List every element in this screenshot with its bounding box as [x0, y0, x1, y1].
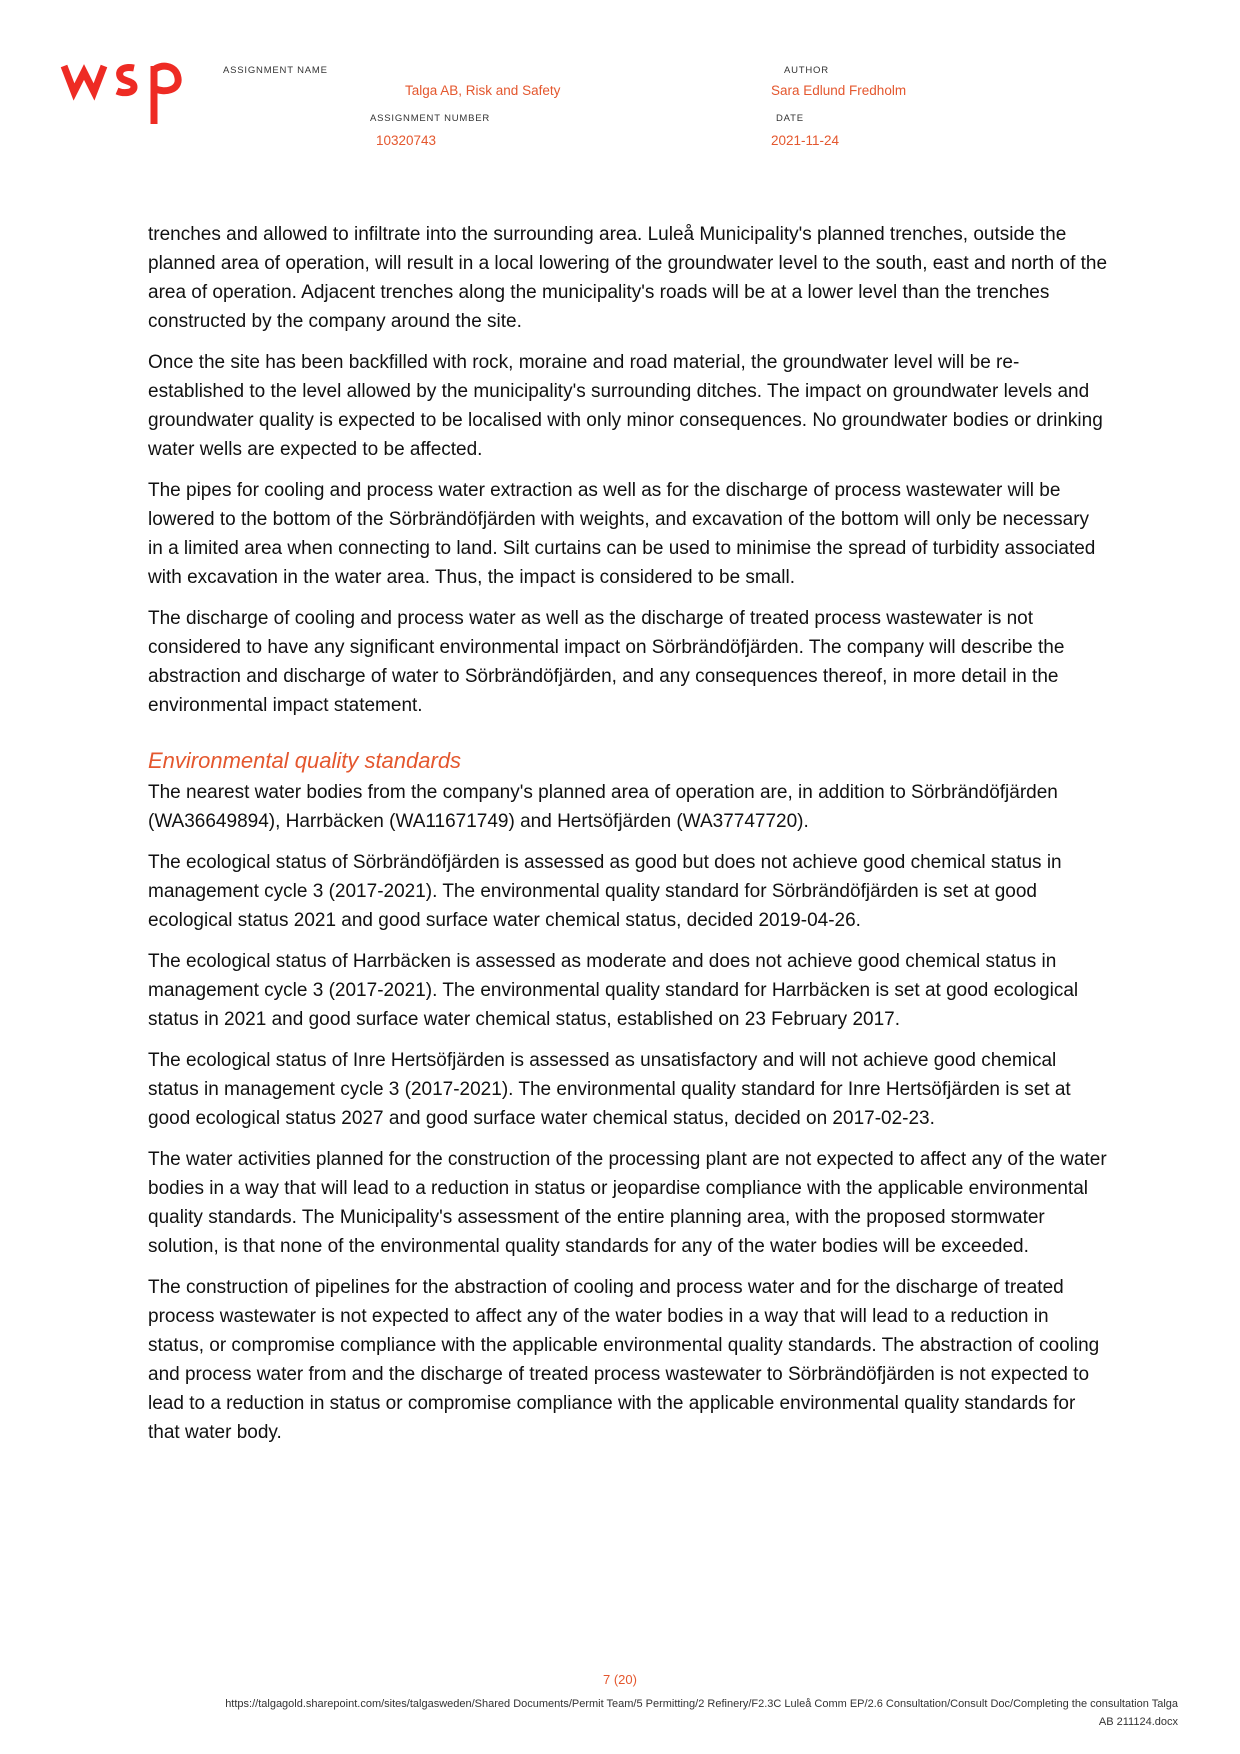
assignment-number-label: ASSIGNMENT NUMBER [370, 113, 491, 124]
paragraph: trenches and allowed to infiltrate into the surrounding area. Luleå Municipality's planned trenches, outside the planned area of operation, will result in a local lowering of the groundwater level to the south, east and north of the area of operation. Adjacent trenches along the municipality's roads will be at a lower level than the trenches constructed by the company around the site. [148, 224, 1108, 332]
assignment-number-value: 10320743 [376, 133, 437, 148]
page-number: 7 (20) [603, 1672, 637, 1687]
paragraph: The pipes for cooling and process water extraction as well as for the discharge of process wastewater will be lowered to the bottom of the Sörbrändöfjärden with weights, and excavation of the bottom will only be necessary in a limited area when connecting to land. Silt curtains can be used to minimise the spread of turbidity associated with excavation in the water area. Thus, the impact is considered to be small. [148, 480, 1096, 588]
author-value: Sara Edlund Fredholm [771, 83, 907, 98]
paragraph: The construction of pipelines for the abstraction of cooling and process water and for the discharge of treated process wastewater is not expected to affect any of the water bodies in a way that will lead to a reduction in status, or compromise compliance with the applicable environmental quality standards. The abstraction of cooling and process water from and the discharge of treated process wastewater to Sörbrändöfjärden is not expected to lead to a reduction in status or compromise compliance with the applicable environmental quality standards for that water body. [148, 1277, 1100, 1443]
file-path-line: AB 211124.docx [1098, 1716, 1178, 1728]
date-label: DATE [776, 113, 804, 124]
paragraph: The discharge of cooling and process water as well as the discharge of treated process wastewater is not considered to have any significant environmental impact on Sörbrändöfjärden. The company will describe the abstraction and discharge of water to Sörbrändöfjärden, and any consequences thereof, in more detail in the environmental impact statement. [148, 608, 1065, 716]
assignment-name-label: ASSIGNMENT NAME [223, 65, 328, 76]
date-value: 2021-11-24 [771, 133, 840, 148]
paragraph: The ecological status of Inre Hertsöfjärden is assessed as unsatisfactory and will not achieve good chemical status in management cycle 3 (2017-2021). The environmental quality standard for Inre Hertsöfjärden is set at good ecological status 2027 and good surface water chemical status, decided on 2017-02-23. [148, 1050, 1071, 1129]
section-heading: Environmental quality standards [148, 748, 462, 773]
file-path-line: https://talgagold.sharepoint.com/sites/talgasweden/Shared Documents/Permit Team/5 Permitting/2 Refinery/F2.3C Luleå Comm EP/2.6 Consultation/Consult Doc/Completing the consultation Talga [225, 1698, 1178, 1710]
paragraph: The ecological status of Sörbrändöfjärden is assessed as good but does not achieve good chemical status in management cycle 3 (2017-2021). The environmental quality standard for Sörbrändöfjärden is set at good ecological status 2021 and good surface water chemical status, decided 2019-04-26. [148, 852, 1062, 931]
file-path [60, 1695, 1178, 1731]
paragraph: The water activities planned for the construction of the processing plant are not expected to affect any of the water bodies in a way that will lead to a reduction in status or jeopardise compliance with the applicable environmental quality standards. The Municipality's assessment of the entire planning area, with the proposed stormwater solution, is that none of the environmental quality standards for any of the water bodies will be exceeded. [148, 1149, 1107, 1257]
paragraph: Once the site has been backfilled with rock, moraine and road material, the groundwater level will be re-established to the level allowed by the municipality's surrounding ditches. The impact on groundwater levels and groundwater quality is expected to be localised with only minor consequences. No groundwater bodies or drinking water wells are expected to be affected. [148, 352, 1103, 460]
paragraph: The nearest water bodies from the company's planned area of operation are, in addition to Sörbrändöfjärden (WA36649894), Harrbäcken (WA11671749) and Hertsöfjärden (WA37747720). [148, 782, 1058, 832]
author-label: AUTHOR [784, 65, 829, 76]
document-body [148, 220, 1108, 1459]
paragraph: The ecological status of Harrbäcken is assessed as moderate and does not achieve good chemical status in management cycle 3 (2017-2021). The environmental quality standard for Harrbäcken is set at good ecological status in 2021 and good surface water chemical status, established on 23 February 2017. [148, 951, 1079, 1030]
assignment-name-value: Talga AB, Risk and Safety [405, 83, 561, 98]
wsp-logo [60, 60, 208, 132]
